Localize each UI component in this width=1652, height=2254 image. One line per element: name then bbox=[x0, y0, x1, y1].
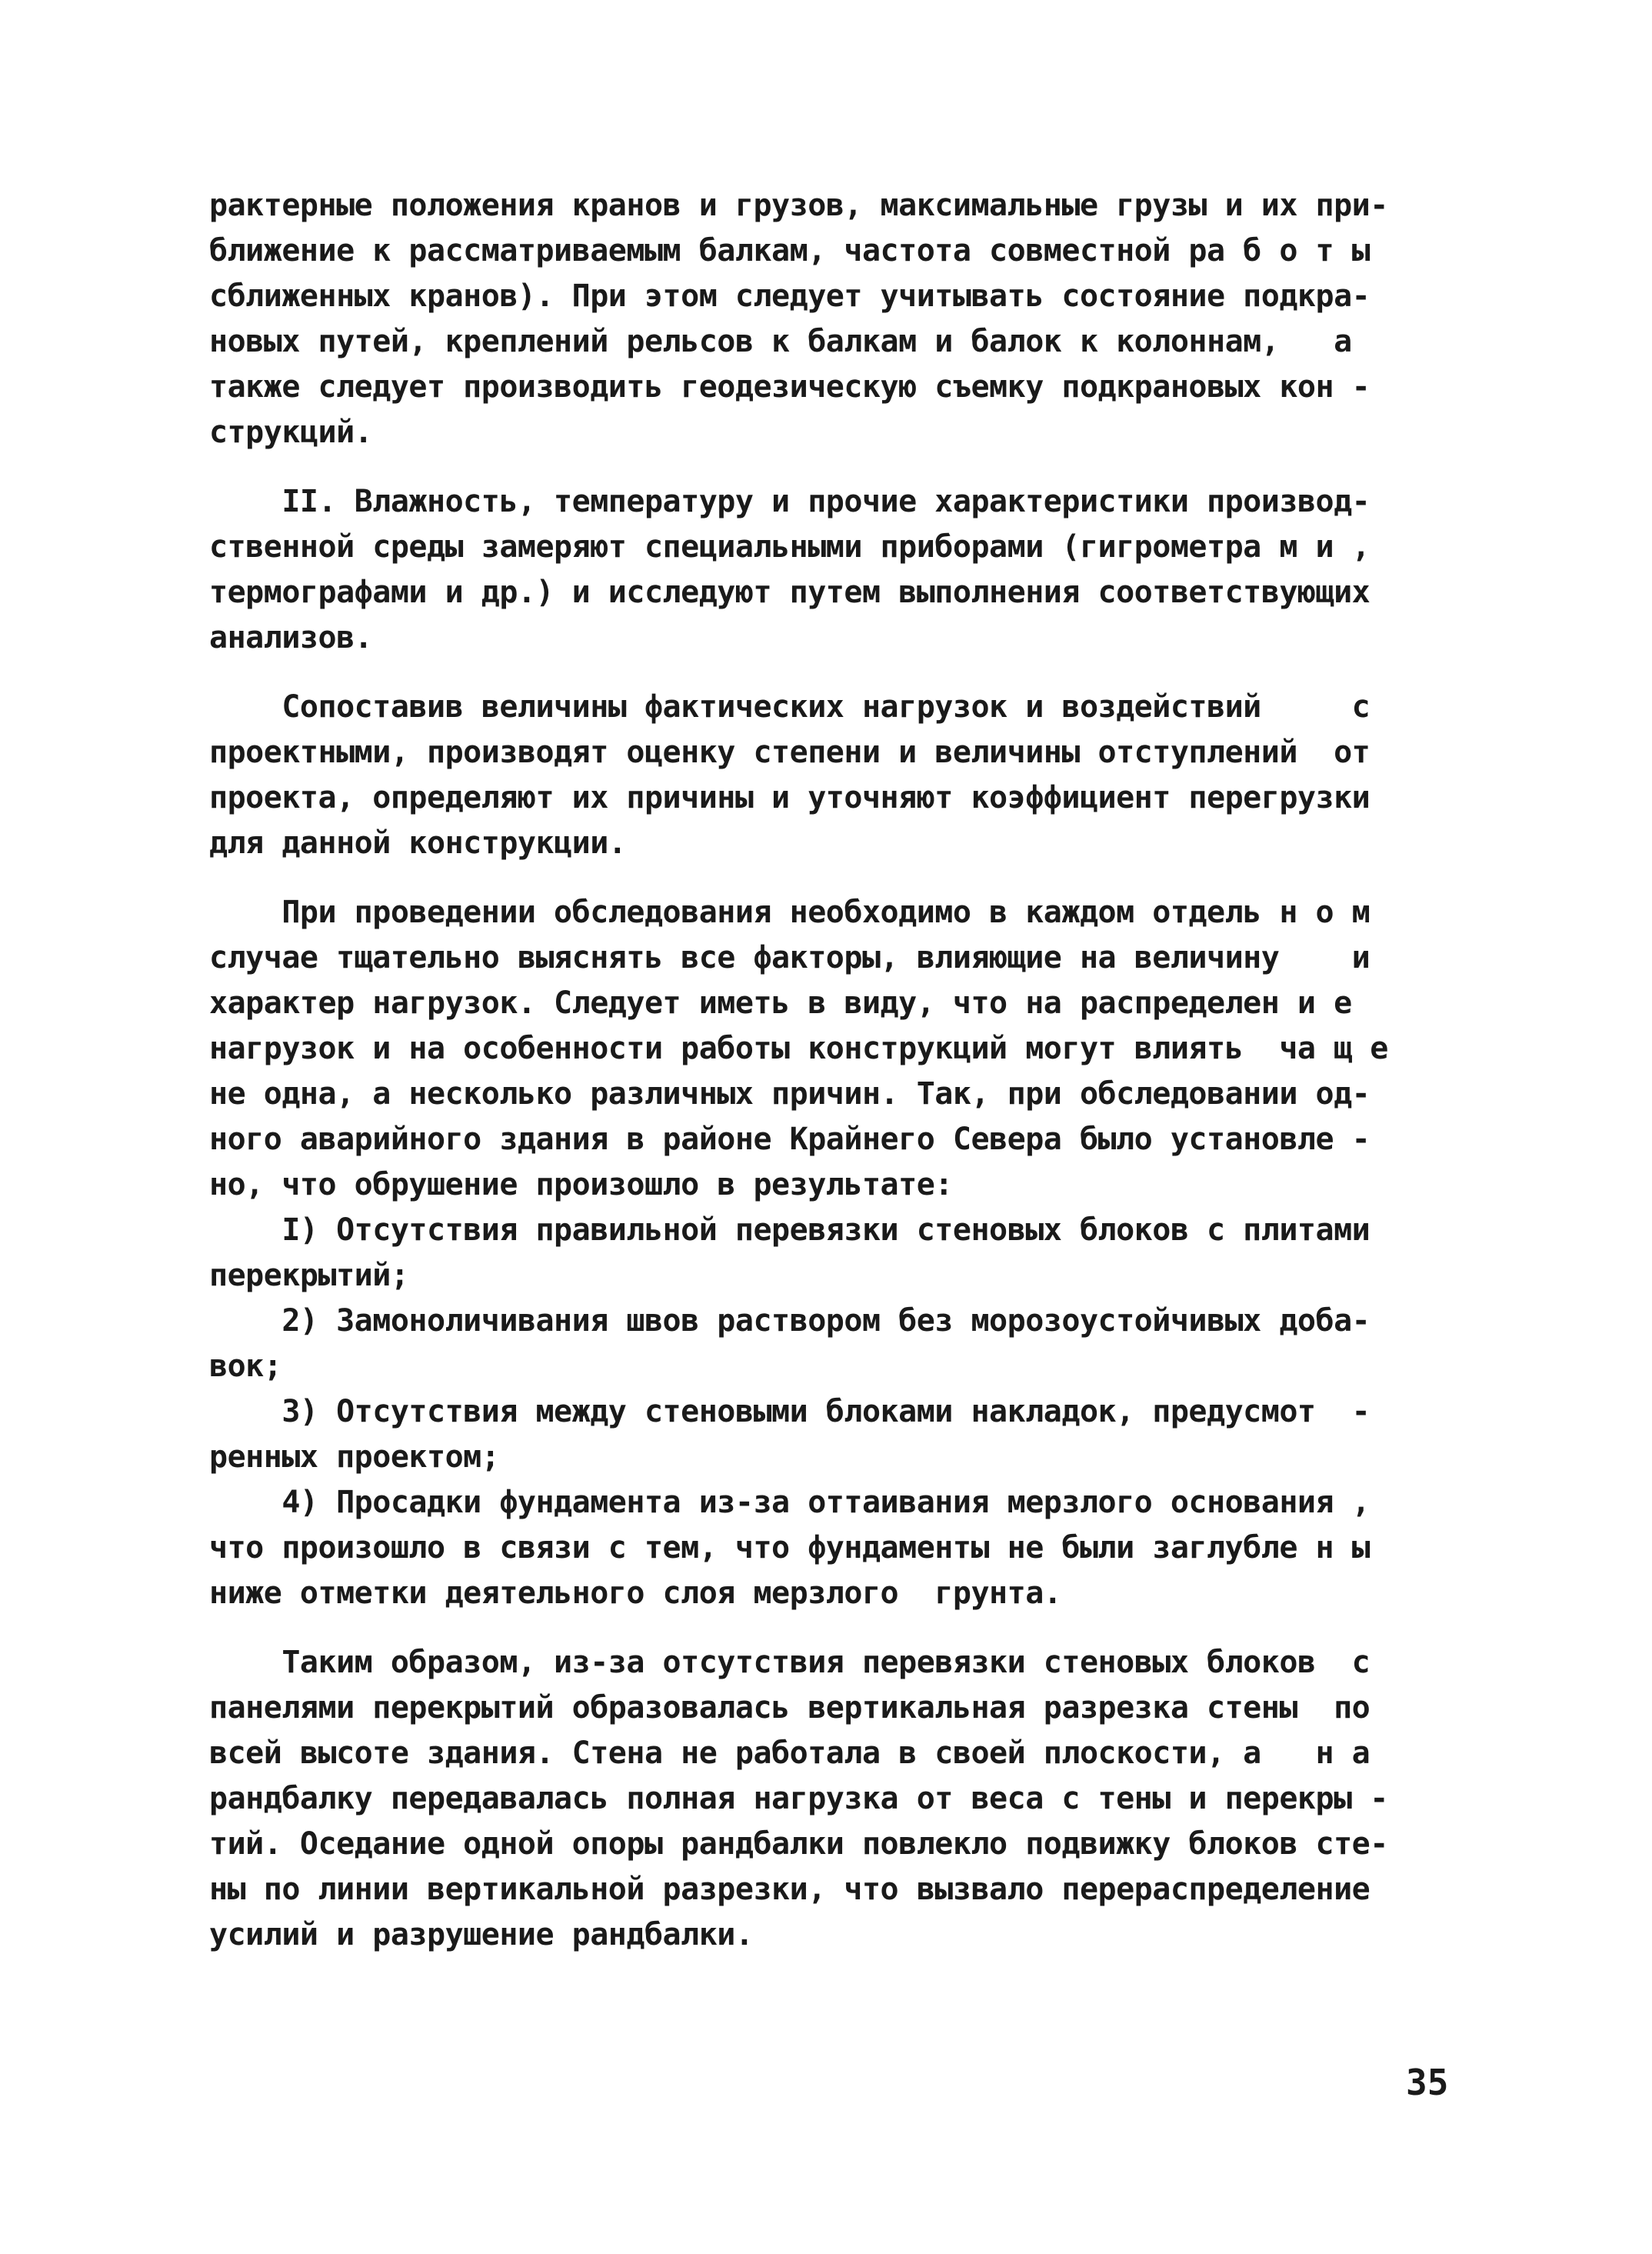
text-line: сближенных кранов). При этом следует учитывать состояние подкра- bbox=[209, 278, 1371, 314]
text-line: проектными, производят оценку степени и величины отступлений от bbox=[209, 735, 1371, 770]
paragraph-gap bbox=[209, 661, 1455, 685]
text-line: новых путей, креплений рельсов к балкам и балок к колоннам, а bbox=[209, 324, 1352, 359]
text-line: I) Отсутствия правильной перевязки стеновых блоков с плитами bbox=[209, 1212, 1371, 1248]
text-line: всей высоте здания. Стена не работала в своей плоскости, а н а bbox=[209, 1736, 1371, 1771]
text-line: перекрытий; bbox=[209, 1258, 409, 1293]
text-line: Сопоставив величины фактических нагрузок и воздействий с bbox=[209, 689, 1371, 725]
text-line: не одна, а несколько различных причин. Так, при обследовании од- bbox=[209, 1076, 1371, 1112]
text-line: усилий и разрушение рандбалки. bbox=[209, 1917, 754, 1952]
text-line: ны по линии вертикальной разрезки, что вызвало перераспределение bbox=[209, 1872, 1371, 1907]
text-line: ближение к рассматриваемым балкам, частота совместной ра б о т ы bbox=[209, 233, 1371, 268]
text-line: 2) Замоноличивания швов раствором без морозоустойчивых доба- bbox=[209, 1303, 1371, 1339]
paragraph bbox=[209, 890, 1455, 1616]
paragraph-gap bbox=[209, 1616, 1455, 1640]
paragraph-gap bbox=[209, 455, 1455, 479]
page-number: 35 bbox=[1406, 2062, 1449, 2103]
text-line: ного аварийного здания в районе Крайнего Севера было установле - bbox=[209, 1122, 1371, 1157]
text-line: ственной среды замеряют специальными приборами (гигрометра м и , bbox=[209, 529, 1371, 565]
text-line: но, что обрушение произошло в результате: bbox=[209, 1167, 953, 1202]
text-line: 4) Просадки фундамента из-за оттаивания мерзлого основания , bbox=[209, 1485, 1371, 1520]
text-line: ренных проектом; bbox=[209, 1439, 500, 1475]
text-line: нагрузок и на особенности работы конструкций могут влиять ча щ е bbox=[209, 1031, 1388, 1066]
text-line: термографами и др.) и исследуют путем выполнения соответствующих bbox=[209, 575, 1371, 610]
body-text bbox=[209, 183, 1455, 1958]
text-line: При проведении обследования необходимо в каждом отдель н о м bbox=[209, 895, 1371, 930]
text-line: струкций. bbox=[209, 415, 373, 450]
paragraph bbox=[209, 685, 1455, 866]
text-line: для данной конструкции. bbox=[209, 825, 627, 861]
text-line: ниже отметки деятельного слоя мерзлого грунта. bbox=[209, 1575, 1062, 1611]
paragraph-gap bbox=[209, 866, 1455, 890]
text-line: случае тщательно выяснять все факторы, влияющие на величину и bbox=[209, 940, 1371, 975]
text-line: рактерные положения кранов и грузов, максимальные грузы и их при- bbox=[209, 188, 1388, 223]
text-line: анализов. bbox=[209, 620, 373, 655]
text-line: также следует производить геодезическую съемку подкрановых кон - bbox=[209, 369, 1371, 405]
text-line: что произошло в связи с тем, что фундаменты не были заглубле н ы bbox=[209, 1530, 1371, 1565]
text-line: вок; bbox=[209, 1349, 282, 1384]
text-line: проекта, определяют их причины и уточняют коэффициент перегрузки bbox=[209, 780, 1371, 815]
paragraph bbox=[209, 183, 1455, 455]
text-line: II. Влажность, температуру и прочие характеристики производ- bbox=[209, 484, 1371, 519]
paragraph bbox=[209, 1640, 1455, 1958]
text-line: рандбалку передавалась полная нагрузка от веса с тены и перекры - bbox=[209, 1781, 1388, 1816]
text-line: панелями перекрытий образовалась вертикальная разрезка стены по bbox=[209, 1690, 1371, 1726]
text-line: Таким образом, из-за отсутствия перевязки стеновых блоков с bbox=[209, 1645, 1371, 1680]
text-line: тий. Оседание одной опоры рандбалки повлекло подвижку блоков сте- bbox=[209, 1826, 1388, 1862]
text-line: характер нагрузок. Следует иметь в виду, что на распределен и е bbox=[209, 985, 1352, 1021]
paragraph bbox=[209, 479, 1455, 661]
text-line: 3) Отсутствия между стеновыми блоками накладок, предусмот - bbox=[209, 1394, 1371, 1429]
